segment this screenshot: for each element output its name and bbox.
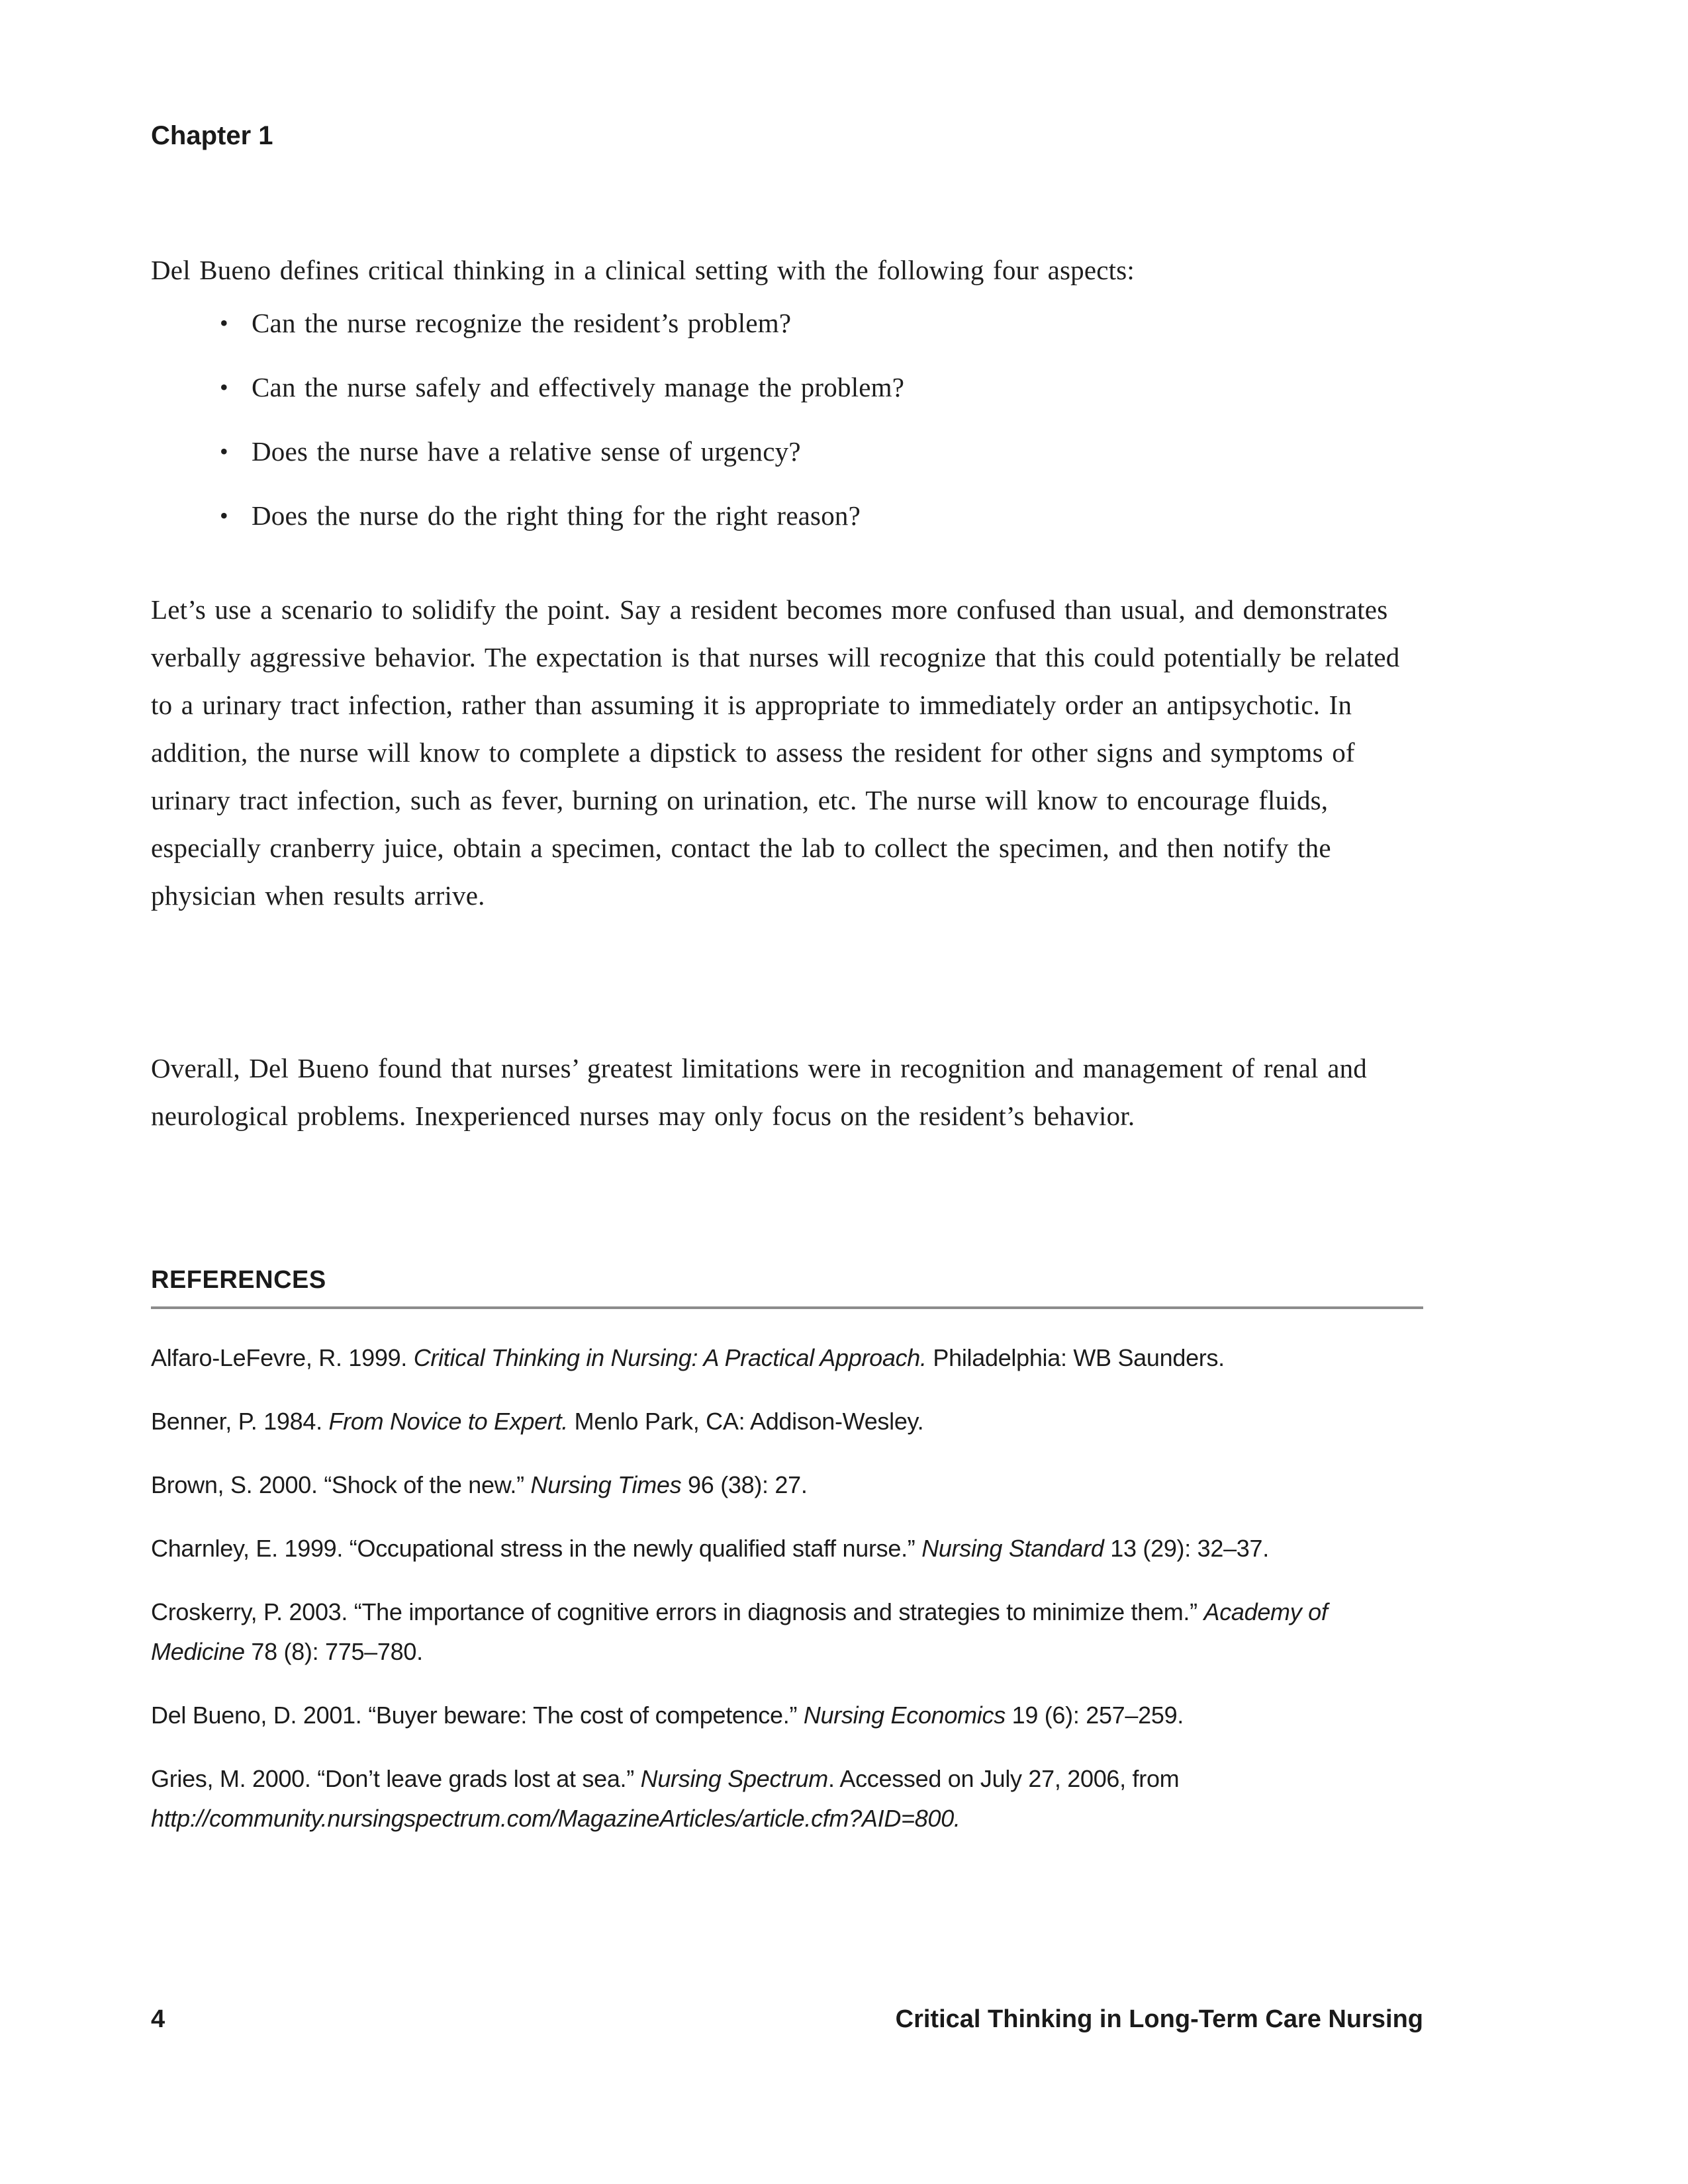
references-divider	[151, 1306, 1423, 1309]
page-footer	[151, 2005, 1423, 2034]
scenario-paragraph: Let’s use a scenario to solidify the point. Say a resident becomes more confused than usual, and demonstrates verbally aggressive behavior. The expectation is that nurses will recognize that this could potentially be related to a urinary tract infection, rather than assuming it is appropriate to immediately order an antipsychotic. In addition, the nurse will know to complete a dipstick to assess the resident for other signs and symptoms of urinary tract infection, such as fever, burning on urination, etc. The nurse will know to encourage fluids, especially cranberry juice, obtain a specimen, contact the lab to collect the specimen, and then notify the physician when results arrive.	[151, 594, 1400, 911]
reference-entry	[151, 1529, 1423, 1569]
reference-title-italic: Academy of Medicine	[151, 1598, 1328, 1665]
reference-text: . Accessed on July 27, 2006, from	[827, 1765, 1180, 1792]
list-item-text: Can the nurse safely and effectively manage the problem?	[252, 372, 905, 402]
reference-text: 19 (6): 257–259.	[1005, 1702, 1184, 1729]
reference-text: Gries, M. 2000. “Don’t leave grads lost at sea.”	[151, 1765, 641, 1792]
reference-title-italic: Critical Thinking in Nursing: A Practical Approach.	[413, 1344, 927, 1371]
references-list	[151, 1338, 1423, 1862]
reference-entry	[151, 1402, 1423, 1441]
reference-text: Benner, P. 1984.	[151, 1408, 329, 1435]
reference-text: Philadelphia: WB Saunders.	[926, 1344, 1225, 1371]
list-item	[151, 428, 1409, 475]
reference-title-italic: Nursing Economics	[803, 1702, 1006, 1729]
reference-title-italic: Nursing Standard	[921, 1535, 1104, 1562]
reference-title-italic: http://community.nursingspectrum.com/MagazineArticles/article.cfm?AID=800.	[151, 1805, 961, 1832]
reference-entry	[151, 1465, 1423, 1505]
reference-title-italic: Nursing Spectrum	[640, 1765, 828, 1792]
reference-entry	[151, 1338, 1423, 1378]
reference-text: Croskerry, P. 2003. “The importance of cognitive errors in diagnosis and strategies to minimize them.”	[151, 1598, 1204, 1625]
list-item-text: Can the nurse recognize the resident’s problem?	[252, 308, 792, 338]
reference-text: 78 (8): 775–780.	[244, 1638, 423, 1665]
reference-text: Del Bueno, D. 2001. “Buyer beware: The cost of competence.”	[151, 1702, 804, 1729]
list-item-text: Does the nurse have a relative sense of urgency?	[252, 436, 801, 467]
aspects-list	[151, 299, 1409, 556]
references-heading: REFERENCES	[151, 1266, 326, 1294]
list-item	[151, 363, 1409, 411]
list-item	[151, 492, 1409, 539]
reference-text: 13 (29): 32–37.	[1103, 1535, 1269, 1562]
reference-text: Menlo Park, CA: Addison-Wesley.	[567, 1408, 924, 1435]
reference-entry	[151, 1696, 1423, 1735]
list-item	[151, 299, 1409, 347]
bullet-icon: •	[220, 310, 228, 336]
reference-title-italic: Nursing Times	[530, 1471, 682, 1498]
reference-text: Charnley, E. 1999. “Occupational stress in the newly qualified staff nurse.”	[151, 1535, 922, 1562]
list-item-text: Does the nurse do the right thing for the right reason?	[252, 500, 861, 531]
reference-text: Alfaro-LeFevre, R. 1999.	[151, 1344, 414, 1371]
bullet-icon: •	[220, 502, 228, 529]
findings-paragraph: Overall, Del Bueno found that nurses’ greatest limitations were in recognition and management of renal and neurological problems. Inexperienced nurses may only focus on the resident’s behavior.	[151, 1053, 1367, 1131]
reference-entry	[151, 1592, 1423, 1672]
reference-entry	[151, 1759, 1423, 1839]
reference-text: 96 (38): 27.	[681, 1471, 808, 1498]
reference-text: Brown, S. 2000. “Shock of the new.”	[151, 1471, 531, 1498]
reference-title-italic: From Novice to Expert.	[328, 1408, 568, 1435]
bullet-icon: •	[220, 374, 228, 400]
intro-paragraph: Del Bueno defines critical thinking in a clinical setting with the following four aspects:	[151, 255, 1135, 285]
running-title: Critical Thinking in Long-Term Care Nursing	[895, 2005, 1423, 2033]
bullet-icon: •	[220, 438, 228, 465]
page-number: 4	[151, 2005, 165, 2033]
chapter-label: Chapter 1	[151, 121, 273, 150]
